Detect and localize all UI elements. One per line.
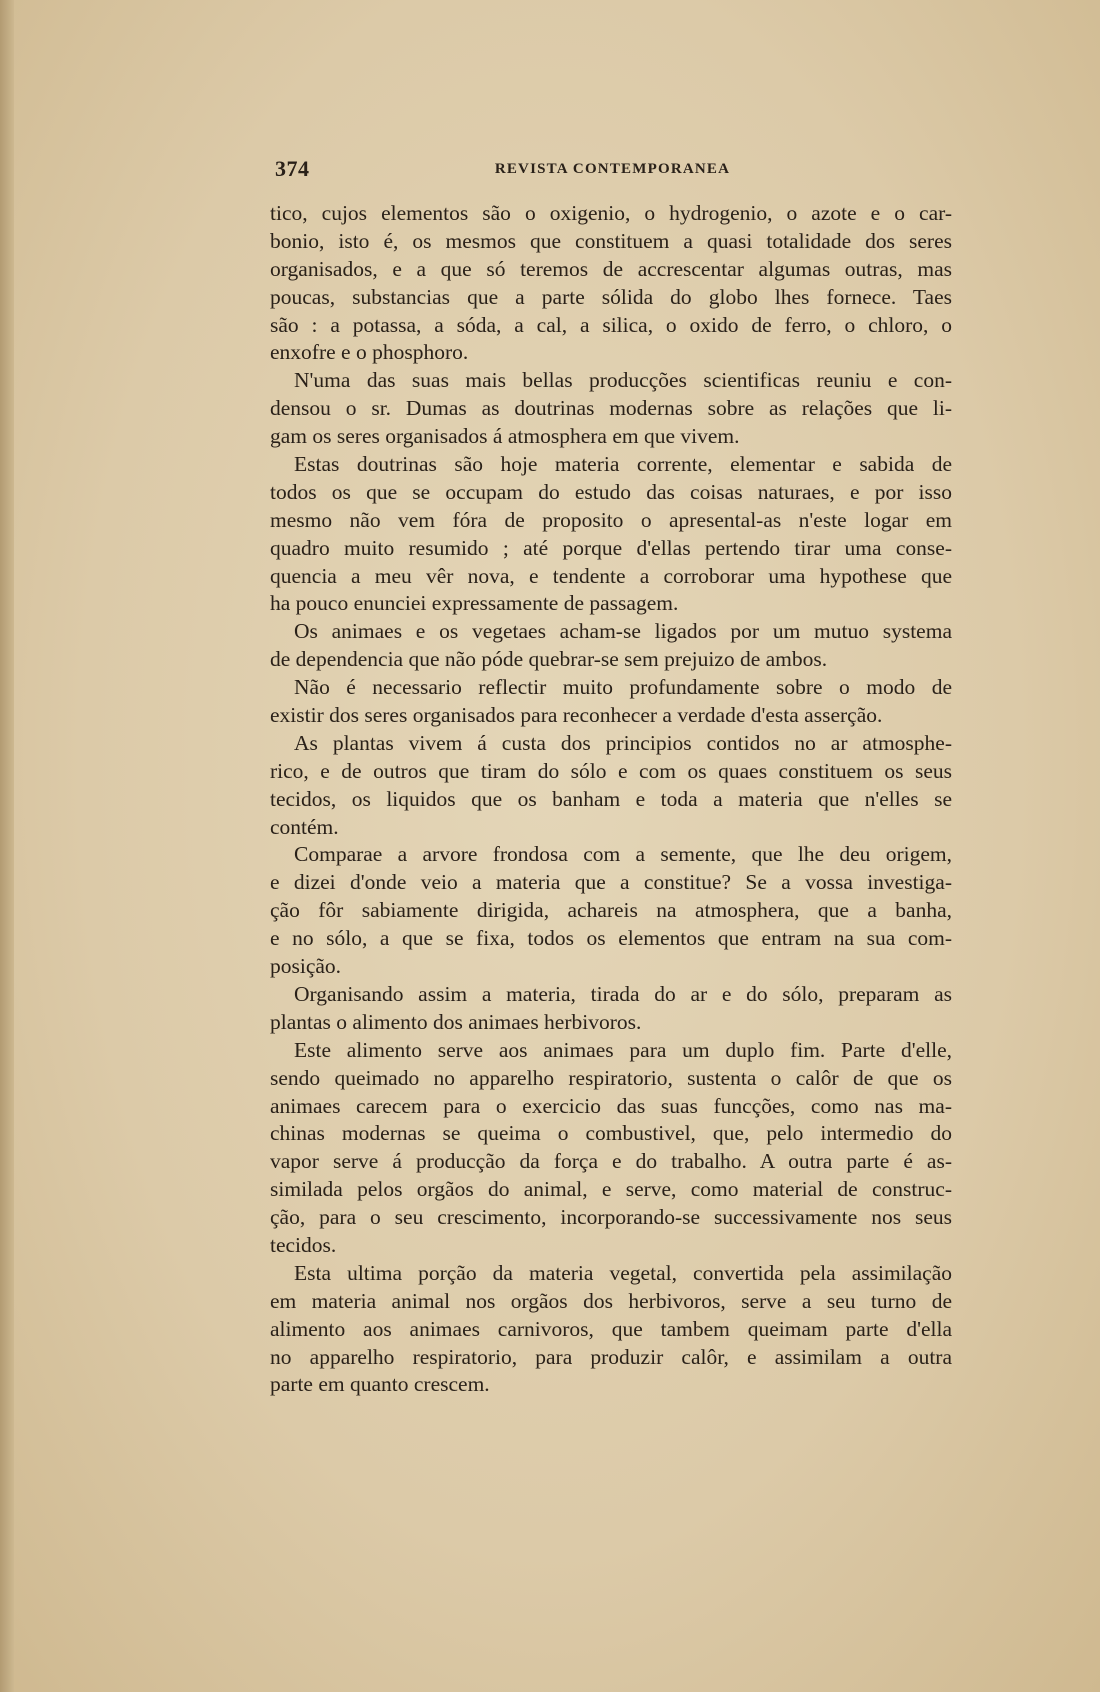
text-line: tico, cujos elementos são o oxigenio, o hydrogenio, o azote e o car- [270, 201, 952, 225]
text-line: Não é necessario reflectir muito profundamente sobre o modo de [294, 675, 952, 700]
text-line: Este alimento serve aos animaes para um duplo fim. Parte d'elle, [294, 1037, 952, 1062]
text-line: plantas o alimento dos animaes herbivoros. [270, 1009, 642, 1034]
text-line: ção fôr sabiamente dirigida, achareis na atmosphera, que a banha, [270, 898, 952, 923]
text-line: alimento aos animaes carnivoros, que tambem queimam parte d'ella [270, 1316, 952, 1341]
text-line: densou o sr. Dumas as doutrinas modernas sobre as relações que li- [270, 396, 952, 421]
text-line: Comparae a arvore frondosa com a semente, que lhe deu origem, [294, 842, 952, 867]
text-line: todos os que se occupam do estudo das coisas naturaes, e por isso [270, 479, 952, 504]
running-title: REVISTA CONTEMPORANEA [494, 161, 731, 177]
body-text [270, 200, 952, 1399]
text-line: gam os seres organisados á atmosphera em que vivem. [270, 424, 740, 449]
text-line: vapor serve á producção da força e do trabalho. A outra parte é as- [270, 1149, 952, 1174]
text-line: N'uma das suas mais bellas producções scientificas reuniu e con- [294, 368, 952, 393]
text-line: sendo queimado no apparelho respiratorio, sustenta o calôr de que os [270, 1065, 952, 1090]
text-line: mesmo não vem fóra de proposito o apresental-as n'este logar em [270, 507, 952, 532]
text-line: ha pouco enunciei expressamente de passagem. [270, 591, 679, 616]
text-line: As plantas vivem á custa dos principios contidos no ar atmosphe- [294, 730, 952, 755]
text-line: similada pelos orgãos do animal, e serve, como material de construc- [270, 1177, 952, 1202]
text-line: quadro muito resumido ; até porque d'ellas pertendo tirar uma conse- [270, 535, 952, 560]
text-line: animaes carecem para o exercicio das suas funcções, como nas ma- [270, 1093, 952, 1118]
text-line: de dependencia que não póde quebrar-se sem prejuizo de ambos. [270, 647, 828, 672]
text-line: Organisando assim a materia, tirada do ar e do sólo, preparam as [294, 981, 952, 1006]
text-line: são : a potassa, a sóda, a cal, a silica, o oxido de ferro, o chloro, o [270, 312, 952, 337]
page-binding-edge [0, 0, 14, 1692]
text-line: em materia animal nos orgãos dos herbivoros, serve a seu turno de [270, 1288, 952, 1313]
text-line: rico, e de outros que tiram do sólo e com os quaes constituem os seus [270, 758, 952, 783]
text-line: Esta ultima porção da materia vegetal, convertida pela assimilação [294, 1260, 952, 1285]
text-line: existir dos seres organisados para reconhecer a verdade d'esta asserção. [270, 703, 883, 728]
page-number: 374 [275, 156, 310, 181]
text-line: posição. [270, 954, 342, 979]
text-line: tecidos. [270, 1232, 337, 1257]
text-line: e no sólo, a que se fixa, todos os elementos que entram na sua com- [270, 926, 952, 951]
text-line: contém. [270, 814, 339, 839]
text-line: chinas modernas se queima o combustivel, que, pelo intermedio do [270, 1121, 952, 1146]
text-line: organisados, e a que só teremos de accrescentar algumas outras, mas [270, 256, 952, 281]
text-line: tecidos, os liquidos que os banham e toda a materia que n'elles se [270, 786, 952, 811]
text-line: e dizei d'onde veio a materia que a constitue? Se a vossa investiga- [270, 870, 952, 895]
text-line: poucas, substancias que a parte sólida do globo lhes fornece. Taes [270, 284, 952, 309]
page-header [275, 156, 950, 186]
text-line: no apparelho respiratorio, para produzir calôr, e assimilam a outra [270, 1344, 952, 1369]
text-line: Estas doutrinas são hoje materia corrente, elementar e sabida de [294, 452, 952, 477]
text-line: quencia a meu vêr nova, e tendente a corroborar uma hypothese que [270, 563, 952, 588]
text-line: Os animaes e os vegetaes acham-se ligados por um mutuo systema [294, 619, 952, 644]
text-line: ção, para o seu crescimento, incorporando-se successivamente nos seus [270, 1205, 952, 1230]
text-line: bonio, isto é, os mesmos que constituem a quasi totalidade dos seres [270, 228, 952, 253]
text-line: enxofre e o phosphoro. [270, 340, 469, 365]
text-line: parte em quanto crescem. [270, 1372, 490, 1397]
